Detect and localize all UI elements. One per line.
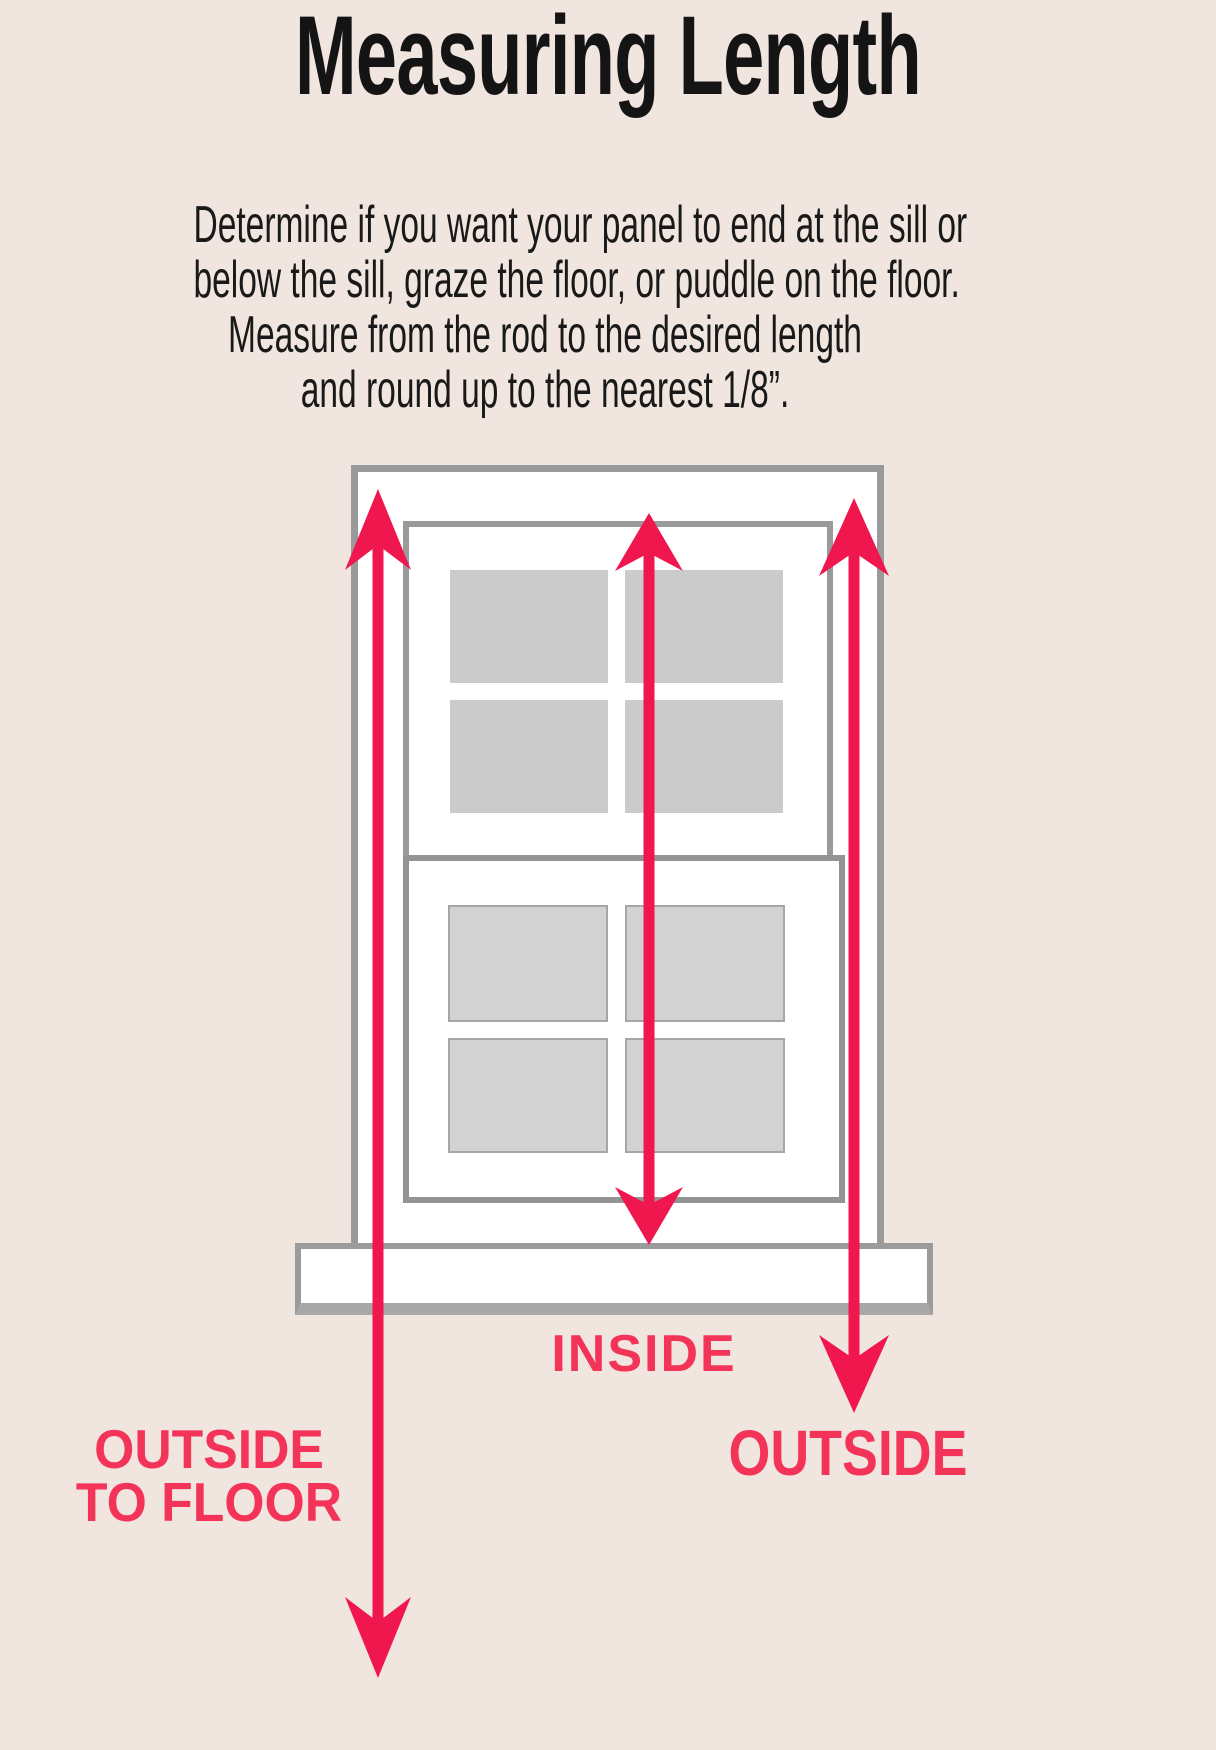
window-pane	[625, 1038, 785, 1153]
window-pane	[625, 570, 783, 683]
window-pane	[448, 1038, 608, 1153]
window-pane	[450, 700, 608, 813]
label-outside: OUTSIDE	[728, 1417, 968, 1489]
window-pane	[625, 700, 783, 813]
description-line: and round up to the nearest 1/8”.	[300, 361, 790, 419]
description-text	[193, 196, 968, 419]
page-title: Measuring Length	[295, 0, 921, 118]
window-pane	[448, 905, 608, 1022]
label-outside-to-floor-line: OUTSIDE	[94, 1418, 324, 1480]
description-line: Measure from the rod to the desired length	[228, 306, 862, 364]
window-sill	[295, 1243, 933, 1315]
description-line: Determine if you want your panel to end at the sill or	[193, 196, 968, 254]
description-line: below the sill, graze the floor, or puddle on the floor.	[193, 251, 960, 309]
label-inside: INSIDE	[551, 1325, 737, 1383]
label-outside-to-floor	[21, 1418, 397, 1533]
window-pane	[450, 570, 608, 683]
arrowhead-down-icon	[345, 1597, 411, 1678]
label-outside-to-floor-line: TO FLOOR	[75, 1471, 343, 1533]
window-pane	[625, 905, 785, 1022]
